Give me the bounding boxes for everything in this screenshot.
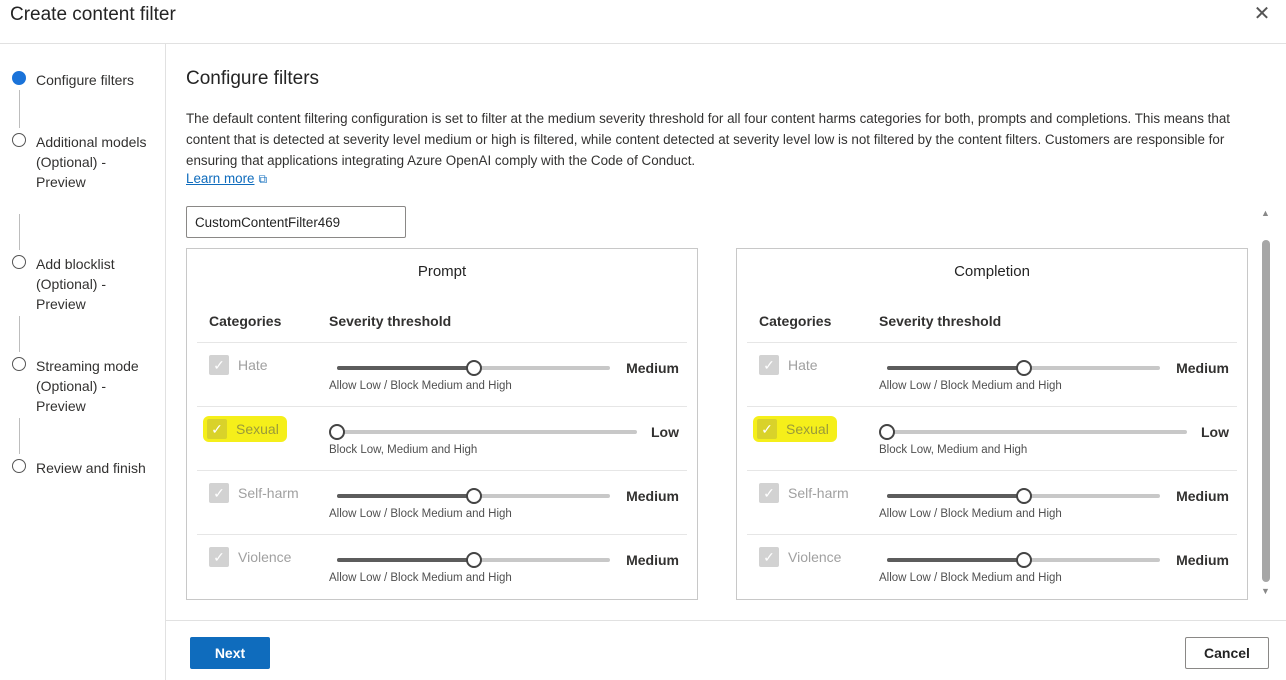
step-circle-icon [12, 357, 26, 371]
step-connector [19, 418, 20, 454]
severity-header: Severity threshold [329, 313, 452, 329]
slider-thumb[interactable] [1016, 488, 1032, 504]
category-label: Sexual [786, 421, 829, 437]
slider-thumb[interactable] [466, 488, 482, 504]
step-add-blocklist[interactable] [12, 254, 151, 314]
slider-fill [887, 494, 1024, 498]
dialog-title: Create content filter [10, 4, 176, 25]
slider-fill [337, 558, 474, 562]
learn-more-label: Learn more [186, 171, 255, 186]
step-connector [19, 316, 20, 352]
category-violence [759, 547, 841, 567]
slider-thumb[interactable] [1016, 552, 1032, 568]
row-divider [747, 534, 1237, 535]
step-circle-icon [12, 255, 26, 269]
step-connector [19, 214, 20, 250]
slider-thumb[interactable] [466, 552, 482, 568]
step-active-icon [12, 71, 26, 85]
severity-level: Low [651, 424, 679, 440]
categories-header: Categories [759, 313, 832, 329]
row-divider [197, 342, 687, 343]
severity-hint: Block Low, Medium and High [329, 444, 478, 456]
category-sexual [753, 416, 837, 442]
row-divider [747, 342, 1237, 343]
slider-fill [337, 494, 474, 498]
checkbox-checked-icon: ✓ [757, 419, 777, 439]
step-circle-icon [12, 459, 26, 473]
row-divider [197, 406, 687, 407]
category-label: Sexual [236, 421, 279, 437]
severity-hint: Allow Low / Block Medium and High [329, 380, 512, 392]
severity-level: Medium [626, 360, 679, 376]
severity-slider[interactable] [337, 430, 637, 434]
severity-level: Medium [1176, 488, 1229, 504]
severity-hint: Allow Low / Block Medium and High [879, 380, 1062, 392]
row-divider [747, 406, 1237, 407]
step-label: Streaming mode (Optional) - Preview [36, 358, 139, 414]
severity-slider[interactable] [887, 366, 1160, 370]
severity-level: Medium [626, 488, 679, 504]
category-label: Violence [238, 549, 292, 565]
description-text: The default content filtering configuration is set to filter at the medium severity threshold for all four content harms categories for both, prompts and completions. This means that content that is detected at severity level medium or high is filtered, while content detected at severity level low is not filtered by the content filters. Customers are responsible for ensuring that applications integrating Azure OpenAI comply with the Code of Conduct. [186, 111, 1231, 168]
severity-hint: Block Low, Medium and High [879, 444, 1028, 456]
category-label: Self-harm [788, 485, 849, 501]
step-configure-filters[interactable] [12, 70, 151, 90]
footer-divider [166, 620, 1286, 621]
severity-level: Medium [626, 552, 679, 568]
category-label: Violence [788, 549, 842, 565]
category-label: Self-harm [238, 485, 299, 501]
severity-header: Severity threshold [879, 313, 1002, 329]
completion-panel [736, 248, 1248, 600]
slider-fill [337, 366, 474, 370]
scroll-down-icon[interactable]: ▼ [1261, 586, 1270, 596]
slider-thumb[interactable] [466, 360, 482, 376]
checkbox-checked-icon: ✓ [207, 419, 227, 439]
scrollbar-thumb[interactable] [1262, 240, 1270, 582]
sidebar-divider [165, 44, 166, 680]
section-heading: Configure filters [186, 68, 320, 89]
severity-slider[interactable] [887, 558, 1160, 562]
categories-header: Categories [209, 313, 282, 329]
checkbox-checked-icon: ✓ [759, 547, 779, 567]
severity-level: Medium [1176, 360, 1229, 376]
step-review-finish[interactable] [12, 458, 151, 478]
severity-slider[interactable] [337, 366, 610, 370]
category-sexual [203, 416, 287, 442]
severity-level: Low [1201, 424, 1229, 440]
row-divider [197, 470, 687, 471]
category-self-harm [209, 483, 299, 503]
row-divider [747, 470, 1237, 471]
severity-slider[interactable] [887, 494, 1160, 498]
slider-thumb[interactable] [1016, 360, 1032, 376]
checkbox-checked-icon: ✓ [209, 355, 229, 375]
slider-fill [887, 366, 1024, 370]
prompt-panel [186, 248, 698, 600]
step-label: Add blocklist (Optional) - Preview [36, 256, 115, 312]
external-link-icon: ⧉ [258, 172, 268, 186]
category-self-harm [759, 483, 849, 503]
step-circle-icon [12, 133, 26, 147]
filter-name-input[interactable] [186, 206, 406, 238]
severity-level: Medium [1176, 552, 1229, 568]
panel-title: Prompt [417, 263, 467, 280]
header-divider [0, 43, 1286, 44]
severity-slider[interactable] [337, 494, 610, 498]
row-divider [197, 534, 687, 535]
category-label: Hate [238, 357, 268, 373]
slider-thumb[interactable] [329, 424, 345, 440]
cancel-button[interactable]: Cancel [1185, 637, 1269, 669]
scroll-up-icon[interactable]: ▲ [1261, 208, 1270, 218]
severity-hint: Allow Low / Block Medium and High [329, 572, 512, 584]
step-label: Additional models (Optional) - Preview [36, 134, 147, 190]
step-label: Review and finish [36, 460, 146, 476]
severity-hint: Allow Low / Block Medium and High [329, 508, 512, 520]
step-streaming-mode[interactable] [12, 356, 151, 416]
checkbox-checked-icon: ✓ [209, 547, 229, 567]
slider-thumb[interactable] [879, 424, 895, 440]
checkbox-checked-icon: ✓ [759, 355, 779, 375]
checkbox-checked-icon: ✓ [209, 483, 229, 503]
panel-title: Completion [954, 263, 1030, 280]
severity-hint: Allow Low / Block Medium and High [879, 508, 1062, 520]
step-connector [19, 90, 20, 128]
severity-slider[interactable] [337, 558, 610, 562]
step-label: Configure filters [36, 72, 135, 88]
next-button[interactable]: Next [190, 637, 270, 669]
category-hate [209, 355, 268, 375]
learn-more-link[interactable] [186, 171, 267, 187]
slider-fill [887, 558, 1024, 562]
severity-hint: Allow Low / Block Medium and High [879, 572, 1062, 584]
checkbox-checked-icon: ✓ [759, 483, 779, 503]
category-violence [209, 547, 291, 567]
step-additional-models[interactable] [12, 132, 151, 192]
severity-slider[interactable] [887, 430, 1187, 434]
category-label: Hate [788, 357, 818, 373]
category-hate [759, 355, 818, 375]
close-icon[interactable]: ✕ [1253, 3, 1271, 25]
